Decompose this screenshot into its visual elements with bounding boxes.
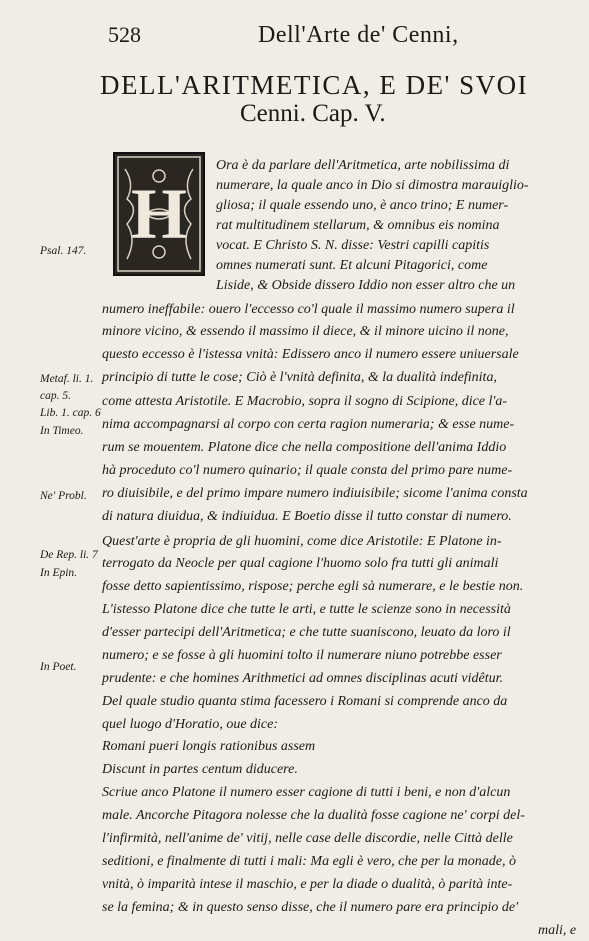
body-line: gliosa; il quale essendo uno, è anco trino; E numer- <box>216 198 509 213</box>
body-line: fosse detto sapientissimo, rispose; perche egli sà numerare, e le bestie non. <box>102 579 524 594</box>
margin-note: De Rep. li. 7 <box>40 549 98 561</box>
body-line: Scriue anco Platone il numero esser cagione di tutti i beni, e non d'alcun <box>102 785 511 800</box>
body-line: terrogato da Neocle per qual cagione l'huomo solo fra tutti gli animali <box>102 556 499 571</box>
margin-note: Metaf. li. 1. <box>40 373 94 385</box>
body-line: seditioni, e finalmente di tutti i mali: Ma egli è vero, che per la monade, ò <box>102 854 516 869</box>
margin-note: In Timeo. <box>40 425 84 437</box>
margin-note: Ne' Probl. <box>40 490 87 502</box>
margin-note: Lib. 1. cap. 6 <box>40 407 101 419</box>
body-line: Quest'arte è propria de gli huomini, come dice Aristotile: E Platone in- <box>102 534 502 549</box>
running-title: Dell'Arte de' Cenni, <box>258 22 459 48</box>
body-line: minore vicino, & essendo il massimo il diece, & il minore uicino il none, <box>102 324 509 339</box>
body-line: vnità, ò imparità intese il maschio, e per la diade o dualità, ò parità inte- <box>102 877 513 892</box>
body-line: vocat. E Christo S. N. disse: Vestri capilli capitis <box>216 238 490 253</box>
chapter-title-line-1: DELL'ARITMETICA, E DE' SVOI <box>100 70 529 100</box>
body-line: nima accompagnarsi al corpo con certa ragion numeraria; & esse nume- <box>102 417 515 432</box>
body-line: come attesta Aristotile. E Macrobio, sopra il sogno di Scipione, dice l'a- <box>102 394 508 409</box>
body-line: di natura diuidua, & indiuidua. E Boetio disse il tutto constar di numero. <box>102 509 512 524</box>
page-header <box>108 22 568 52</box>
body-line: Discunt in partes centum diducere. <box>102 762 298 777</box>
body-line: ro diuisibile, e del primo impare numero indiuisibile; sicome l'anima consta <box>102 486 528 501</box>
body-line: l'infirmità, nell'anime de' vitij, nelle case delle discordie, nelle Città delle <box>102 831 513 846</box>
body-line: numero ineffabile: ouero l'eccesso co'l quale il massimo numero supera il <box>102 302 515 317</box>
body-line: omnes numerati sunt. Et alcuni Pitagorici, come <box>216 258 488 273</box>
margin-note: In Poet. <box>40 661 77 673</box>
page-number: 528 <box>108 22 141 47</box>
body-line: se la femina; & in questo senso disse, che il numero pare era principio de' <box>102 900 519 915</box>
body-line: d'esser partecipi dell'Aritmetica; e che tutte suaniscono, leuato da loro il <box>102 625 511 640</box>
body-line: questo eccesso è l'istessa vnità: Edissero anco il numero essere uniuersale <box>102 347 519 362</box>
body-line: rum se mouentem. Platone dice che nella compositione dell'anima Iddio <box>102 440 507 455</box>
body-line: hà proceduto co'l numero quinario; il quale consta del primo pare nume- <box>102 463 513 478</box>
margin-note: cap. 5. <box>40 390 71 402</box>
body-line: quel luogo d'Horatio, oue dice: <box>102 717 279 732</box>
body-line: numerare, la quale anco in Dio si dimostra marauiglio- <box>216 178 529 193</box>
body-line: male. Ancorche Pitagora nolesse che la dualità fosse cagione ne' corpi del- <box>102 808 525 823</box>
body-line: numero; e se fosse à gli huomini tolto il numerare niuno potrebbe esser <box>102 648 502 663</box>
body-line: Romani pueri longis rationibus assem <box>102 739 316 754</box>
body-line: L'istesso Platone dice che tutte le arti, e tutte le scienze sono in necessità <box>102 602 511 617</box>
margin-note: In Epin. <box>40 567 78 579</box>
body-line: mali, e <box>538 923 577 938</box>
margin-note: Psal. 147. <box>40 245 87 257</box>
decorated-initial <box>113 152 205 276</box>
ornament-icon <box>115 154 203 274</box>
body-line: prudente: e che homines Arithmetici ad omnes disciplinas acuti vidêtur. <box>102 671 504 686</box>
body-line: principio di tutte le cose; Ciò è l'vnità definita, & la dualità indefinita, <box>102 370 497 385</box>
body-line: rat multitudinem stellarum, & omnibus eis nomina <box>216 218 500 233</box>
body-line: Liside, & Obside dissero Iddio non esser altro che un <box>216 278 516 293</box>
chapter-title-line-2: Cenni. Cap. V. <box>240 100 386 127</box>
body-line: Del quale studio quanta stima facessero i Romani si comprende anco da <box>102 694 508 709</box>
initial-letter: H <box>130 174 188 254</box>
body-line: Ora è da parlare dell'Aritmetica, arte nobilissima di <box>216 158 510 173</box>
